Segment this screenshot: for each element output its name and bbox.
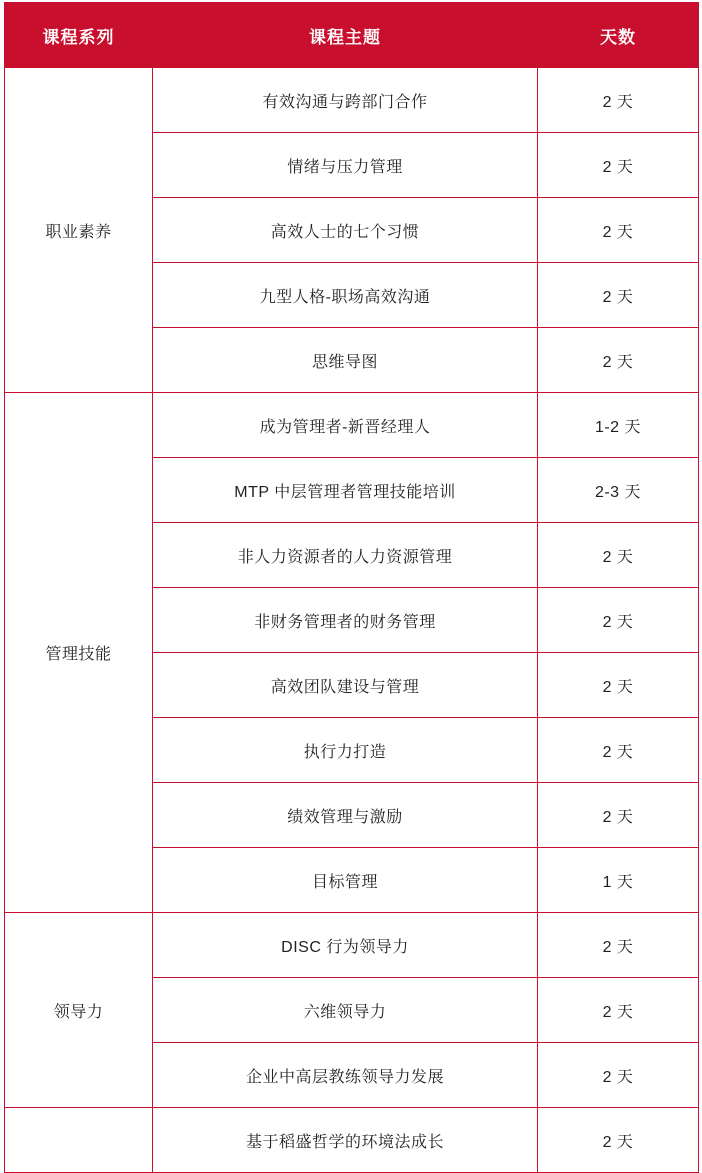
- topic-cell: 有效沟通与跨部门合作: [153, 68, 538, 133]
- topic-cell: MTP 中层管理者管理技能培训: [153, 458, 538, 523]
- days-cell: 2 天: [538, 198, 699, 263]
- topic-cell: 九型人格-职场高效沟通: [153, 263, 538, 328]
- topic-cell: 绩效管理与激励: [153, 783, 538, 848]
- table-row: [5, 393, 699, 458]
- days-cell: 1-2 天: [538, 393, 699, 458]
- days-cell: 2 天: [538, 68, 699, 133]
- column-header-topic: 课程主题: [153, 3, 538, 68]
- series-cell: [5, 1108, 153, 1173]
- series-cell: 领导力: [5, 913, 153, 1108]
- days-cell: 2 天: [538, 718, 699, 783]
- table-row: [5, 1108, 699, 1173]
- column-header-days: 天数: [538, 3, 699, 68]
- days-cell: 2 天: [538, 1043, 699, 1108]
- days-cell: 2 天: [538, 653, 699, 718]
- topic-cell: 非财务管理者的财务管理: [153, 588, 538, 653]
- table-body: [5, 68, 699, 1173]
- course-table: [4, 2, 699, 1173]
- days-cell: 2 天: [538, 328, 699, 393]
- days-cell: 2 天: [538, 978, 699, 1043]
- topic-cell: 高效人士的七个习惯: [153, 198, 538, 263]
- topic-cell: 思维导图: [153, 328, 538, 393]
- column-header-series: 课程系列: [5, 3, 153, 68]
- days-cell: 2 天: [538, 588, 699, 653]
- topic-cell: 情绪与压力管理: [153, 133, 538, 198]
- table-row: [5, 68, 699, 133]
- topic-cell: 高效团队建设与管理: [153, 653, 538, 718]
- series-cell: 职业素养: [5, 68, 153, 393]
- topic-cell: 成为管理者-新晋经理人: [153, 393, 538, 458]
- days-cell: 2 天: [538, 133, 699, 198]
- topic-cell: 基于稻盛哲学的环境法成长: [153, 1108, 538, 1173]
- topic-cell: DISC 行为领导力: [153, 913, 538, 978]
- days-cell: 2 天: [538, 913, 699, 978]
- days-cell: 1 天: [538, 848, 699, 913]
- topic-cell: 执行力打造: [153, 718, 538, 783]
- table-row: [5, 913, 699, 978]
- topic-cell: 目标管理: [153, 848, 538, 913]
- days-cell: 2 天: [538, 783, 699, 848]
- days-cell: 2 天: [538, 523, 699, 588]
- topic-cell: 六维领导力: [153, 978, 538, 1043]
- topic-cell: 企业中高层教练领导力发展: [153, 1043, 538, 1108]
- series-cell: 管理技能: [5, 393, 153, 913]
- days-cell: 2 天: [538, 1108, 699, 1173]
- table-header: [5, 3, 699, 68]
- topic-cell: 非人力资源者的人力资源管理: [153, 523, 538, 588]
- days-cell: 2 天: [538, 263, 699, 328]
- days-cell: 2-3 天: [538, 458, 699, 523]
- table-header-row: [5, 3, 699, 68]
